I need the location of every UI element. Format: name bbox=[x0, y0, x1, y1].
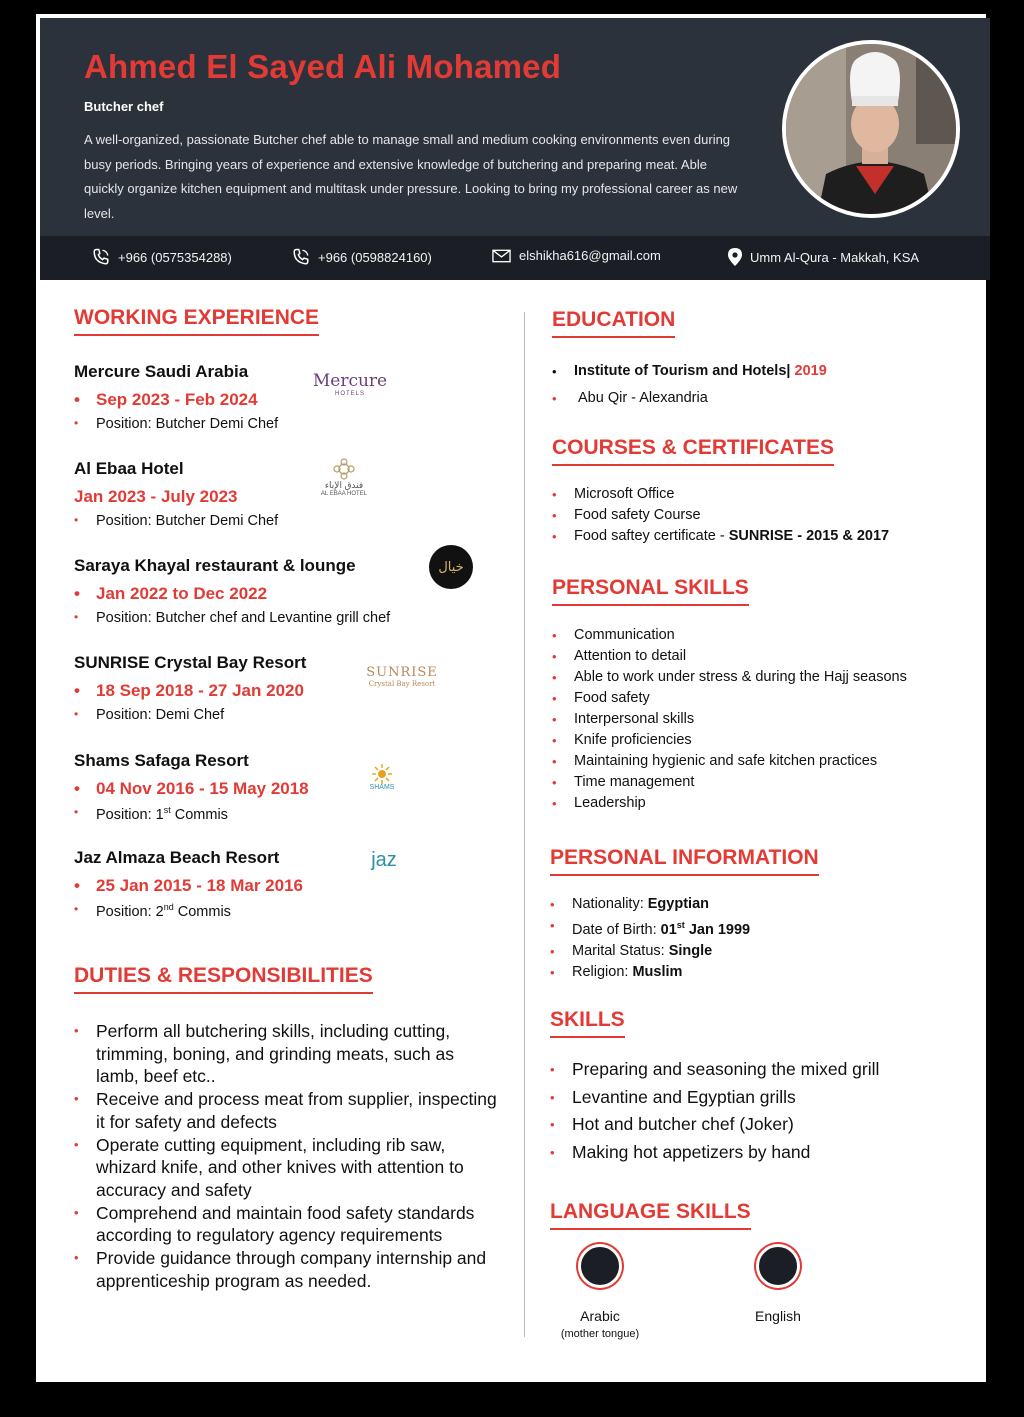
jaz-logo bbox=[364, 846, 404, 874]
saraya-logo-text: خيال bbox=[438, 559, 464, 574]
language-name: Arabic bbox=[580, 1308, 620, 1324]
job-position bbox=[74, 902, 494, 924]
dob-ordinal: st bbox=[676, 920, 685, 930]
personal-skill-item: • Knife proficiencies bbox=[552, 730, 972, 751]
job-position: • Position: Butcher Demi Chef bbox=[74, 416, 494, 438]
course-item: • Microsoft Office bbox=[552, 484, 972, 505]
sunrise-logo-text: SUNRISE bbox=[366, 664, 438, 680]
job-dates: • Sep 2023 - Feb 2024 bbox=[74, 390, 494, 416]
skill-item: • Levantine and Egyptian grills bbox=[550, 1084, 970, 1112]
personal-info-list bbox=[550, 894, 970, 983]
position-prefix: Position: 1 bbox=[96, 806, 164, 823]
personal-skill-item: • Leadership bbox=[552, 793, 972, 814]
position-suffix: Commis bbox=[173, 903, 231, 920]
language-name: English bbox=[755, 1308, 801, 1324]
shams-logo bbox=[358, 756, 406, 798]
job-company: Shams Safaga Resort bbox=[74, 751, 249, 770]
section-title-education: EDUCATION bbox=[552, 308, 675, 338]
contact-bar bbox=[40, 236, 990, 280]
duty-item: • Perform all butchering skills, including cutting, trimming, boning, and grinding meats, such as lamb, beef etc.. bbox=[74, 1020, 499, 1088]
duty-item: • Comprehend and maintain food safety standards according to regulatory agency requirements bbox=[74, 1202, 499, 1247]
job-position: • Position: Butcher chef and Levantine grill chef bbox=[74, 610, 494, 632]
language-arabic bbox=[550, 1244, 650, 1340]
personal-skill-item: • Communication bbox=[552, 625, 972, 646]
dob-rest: Jan 1999 bbox=[684, 921, 751, 938]
job-company: Al Ebaa Hotel bbox=[74, 459, 184, 478]
dob-label: Date of Birth: bbox=[572, 921, 661, 938]
dob-item bbox=[550, 915, 970, 941]
resume-header bbox=[40, 18, 990, 236]
al-ebaa-logo bbox=[306, 450, 382, 504]
email-text: elshikha616@gmail.com bbox=[519, 248, 661, 263]
sun-icon bbox=[371, 764, 393, 784]
personal-skill-item: • Time management bbox=[552, 772, 972, 793]
position-ordinal: st bbox=[163, 805, 171, 815]
phone-icon bbox=[92, 248, 110, 266]
job-dates: • 04 Nov 2016 - 15 May 2018 bbox=[74, 779, 494, 805]
mercure-logo-text: Mercure bbox=[312, 371, 388, 391]
personal-skill-item: • Food safety bbox=[552, 688, 972, 709]
duty-item: • Operate cutting equipment, including rib saw, whizard knife, and other knives with attention to accuracy and safety bbox=[74, 1134, 499, 1202]
job-position: • Position: Butcher Demi Chef bbox=[74, 513, 494, 535]
section-title-courses: COURSES & CERTIFICATES bbox=[552, 436, 834, 466]
profile-summary: A well-organized, passionate Butcher chef able to manage small and medium cooking environments even during busy periods. Bringing years of experience and extensive knowledge of butchering and preparing meat. Able quickly organize kitchen equipment and multitask under pressure. Looking to bring my professional career as new level. bbox=[84, 132, 738, 221]
marital-value: Single bbox=[668, 942, 713, 959]
position-suffix: Commis bbox=[170, 806, 228, 823]
marital-label: Marital Status: bbox=[572, 942, 669, 959]
job-dates: • Jan 2022 to Dec 2022 bbox=[74, 584, 494, 610]
jaz-logo-text: jaz bbox=[371, 848, 397, 871]
contact-email[interactable] bbox=[492, 248, 661, 263]
language-level-indicator bbox=[578, 1244, 622, 1288]
section-title-languages: LANGUAGE SKILLS bbox=[550, 1200, 751, 1230]
course-item: • Food safety Course bbox=[552, 505, 972, 526]
candidate-name: Ahmed El Sayed Ali Mohamed bbox=[84, 48, 562, 85]
personal-skill-item: • Able to work under stress & during the Hajj seasons bbox=[552, 667, 972, 688]
personal-skill-item: • Maintaining hygienic and safe kitchen practices bbox=[552, 751, 972, 772]
section-title-experience: WORKING EXPERIENCE bbox=[74, 306, 319, 336]
marital-item bbox=[550, 941, 970, 962]
contact-phone-1[interactable] bbox=[92, 248, 232, 266]
job-dates: Jan 2023 - July 2023 bbox=[74, 487, 238, 506]
column-divider bbox=[524, 312, 525, 1337]
duty-item: • Provide guidance through company internship and apprenticeship program as needed. bbox=[74, 1247, 499, 1292]
location-text: Umm Al-Qura - Makkah, KSA bbox=[750, 249, 920, 265]
education-list bbox=[552, 358, 952, 412]
section-title-personal-info: PERSONAL INFORMATION bbox=[550, 846, 819, 876]
religion-label: Religion: bbox=[572, 963, 633, 980]
sunrise-logo-sub: Crystal Bay Resort bbox=[368, 679, 436, 688]
language-english bbox=[728, 1244, 828, 1324]
job-position: • Position: Demi Chef bbox=[74, 707, 494, 729]
nationality-item bbox=[550, 894, 970, 915]
job-entry bbox=[74, 459, 494, 535]
language-note: (mother tongue) bbox=[560, 1328, 640, 1340]
location-pin-icon bbox=[728, 248, 742, 266]
course-item bbox=[552, 526, 972, 547]
section-title-personal-skills: PERSONAL SKILLS bbox=[552, 576, 749, 606]
graduation-year: 2019 bbox=[794, 363, 827, 379]
duty-item: • Receive and process meat from supplier, inspecting it for safety and defects bbox=[74, 1088, 499, 1133]
job-entry bbox=[74, 362, 494, 438]
dob-day: 01 bbox=[660, 921, 677, 938]
education-institute bbox=[552, 358, 952, 385]
al-ebaa-logo-text: AL EBAA HOTEL bbox=[320, 490, 368, 497]
skill-item: • Preparing and seasoning the mixed grill bbox=[550, 1056, 970, 1084]
religion-value: Muslim bbox=[632, 963, 683, 980]
education-place-text: Abu Qir - Alexandria bbox=[578, 390, 708, 406]
resume-page bbox=[36, 14, 986, 1382]
mercure-logo-sub: HOTELS bbox=[334, 391, 365, 397]
nationality-value: Egyptian bbox=[647, 896, 709, 912]
job-company: SUNRISE Crystal Bay Resort bbox=[74, 653, 307, 672]
skills-list bbox=[550, 1056, 970, 1167]
contact-phone-2[interactable] bbox=[292, 248, 432, 266]
course-text: Food saftey certificate - bbox=[574, 528, 729, 544]
phone-icon bbox=[292, 248, 310, 266]
contact-location bbox=[728, 248, 919, 266]
position-prefix: Position: 2 bbox=[96, 903, 164, 920]
sunrise-logo bbox=[362, 656, 442, 696]
envelope-icon bbox=[492, 249, 511, 263]
courses-list bbox=[552, 484, 972, 547]
candidate-role: Butcher chef bbox=[84, 99, 164, 114]
course-provider: SUNRISE - 2015 & 2017 bbox=[728, 528, 890, 544]
job-company: Saraya Khayal restaurant & lounge bbox=[74, 556, 356, 575]
personal-skill-item: • Interpersonal skills bbox=[552, 709, 972, 730]
religion-item bbox=[550, 962, 970, 983]
job-dates: • 25 Jan 2015 - 18 Mar 2016 bbox=[74, 876, 494, 902]
section-title-skills: SKILLS bbox=[550, 1008, 625, 1038]
duties-list bbox=[74, 1020, 499, 1292]
job-dates: • 18 Sep 2018 - 27 Jan 2020 bbox=[74, 681, 494, 707]
education-place bbox=[552, 385, 952, 412]
job-position bbox=[74, 805, 494, 827]
position-ordinal: nd bbox=[163, 902, 174, 912]
institute-name: Institute of Tourism and Hotels| bbox=[574, 363, 791, 379]
ornament-icon bbox=[331, 458, 357, 480]
job-company: Mercure Saudi Arabia bbox=[74, 362, 249, 381]
language-level-indicator bbox=[756, 1244, 800, 1288]
saraya-khayal-logo bbox=[429, 545, 473, 589]
phone-2-text: +966 (0598824160) bbox=[318, 249, 432, 265]
personal-skills-list bbox=[552, 625, 972, 814]
job-entry bbox=[74, 848, 494, 924]
phone-1-text: +966 (0575354288) bbox=[118, 249, 232, 265]
nationality-label: Nationality: bbox=[572, 896, 648, 912]
shams-logo-text: SHAMS bbox=[369, 783, 395, 791]
al-ebaa-logo-sub: فندق الإباء bbox=[324, 479, 364, 490]
profile-photo bbox=[782, 40, 960, 218]
personal-skill-item: • Attention to detail bbox=[552, 646, 972, 667]
job-entry bbox=[74, 751, 494, 827]
skill-item: • Hot and butcher chef (Joker) bbox=[550, 1111, 970, 1139]
skill-item: • Making hot appetizers by hand bbox=[550, 1139, 970, 1167]
job-company: Jaz Almaza Beach Resort bbox=[74, 848, 280, 867]
section-title-duties: DUTIES & RESPONSIBILITIES bbox=[74, 964, 373, 994]
mercure-logo bbox=[308, 358, 392, 410]
